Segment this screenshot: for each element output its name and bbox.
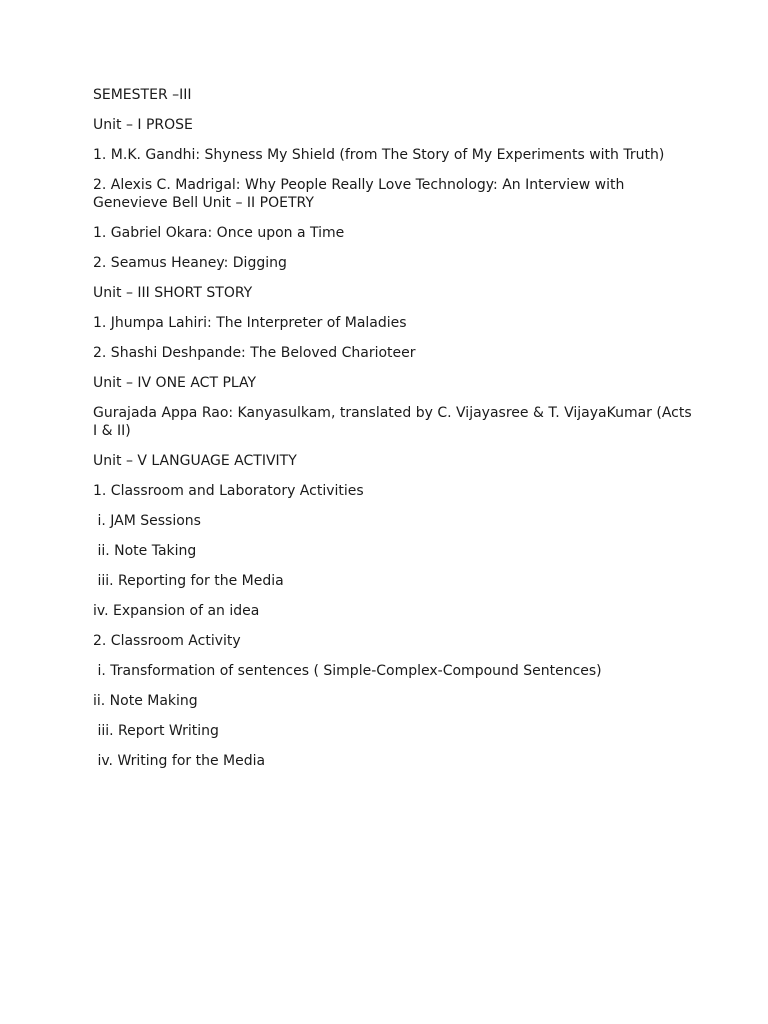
unit-3-item-1: 1. Jhumpa Lahiri: The Interpreter of Maladies	[93, 315, 407, 331]
activity-1-item-iii: iii. Reporting for the Media	[93, 573, 284, 589]
activity-1-item-ii: ii. Note Taking	[93, 543, 197, 559]
unit-4-item-1: Gurajada Appa Rao: Kanyasulkam, translated by C. Vijayasree & T. VijayaKumar (Acts I & II)	[93, 405, 697, 439]
syllabus-content	[93, 86, 697, 782]
activity-1-item-i: i. JAM Sessions	[93, 513, 201, 529]
unit-1-item-1: 1. M.K. Gandhi: Shyness My Shield (from The Story of My Experiments with Truth)	[93, 147, 665, 163]
semester-heading: SEMESTER –III	[93, 87, 192, 103]
activity-2-item-iii: iii. Report Writing	[93, 723, 219, 739]
activity-1-heading: 1. Classroom and Laboratory Activities	[93, 483, 364, 499]
activity-2-item-i: i. Transformation of sentences ( Simple-Complex-Compound Sentences)	[93, 663, 602, 679]
unit-2-item-2: 2. Seamus Heaney: Digging	[93, 255, 287, 271]
unit-4-heading: Unit – IV ONE ACT PLAY	[93, 375, 257, 391]
unit-1-heading: Unit – I PROSE	[93, 117, 193, 133]
unit-3-heading: Unit – III SHORT STORY	[93, 285, 253, 301]
unit-5-heading: Unit – V LANGUAGE ACTIVITY	[93, 453, 297, 469]
activity-1-item-iv: iv. Expansion of an idea	[93, 603, 260, 619]
unit-2-item-1: 1. Gabriel Okara: Once upon a Time	[93, 225, 345, 241]
unit-3-item-2: 2. Shashi Deshpande: The Beloved Charioteer	[93, 345, 416, 361]
activity-2-item-ii: ii. Note Making	[93, 693, 198, 709]
unit-1-item-2: 2. Alexis C. Madrigal: Why People Really Love Technology: An Interview with Genevieve Bell Unit – II POETRY	[93, 177, 629, 211]
activity-2-item-iv: iv. Writing for the Media	[93, 753, 266, 769]
activity-2-heading: 2. Classroom Activity	[93, 633, 241, 649]
